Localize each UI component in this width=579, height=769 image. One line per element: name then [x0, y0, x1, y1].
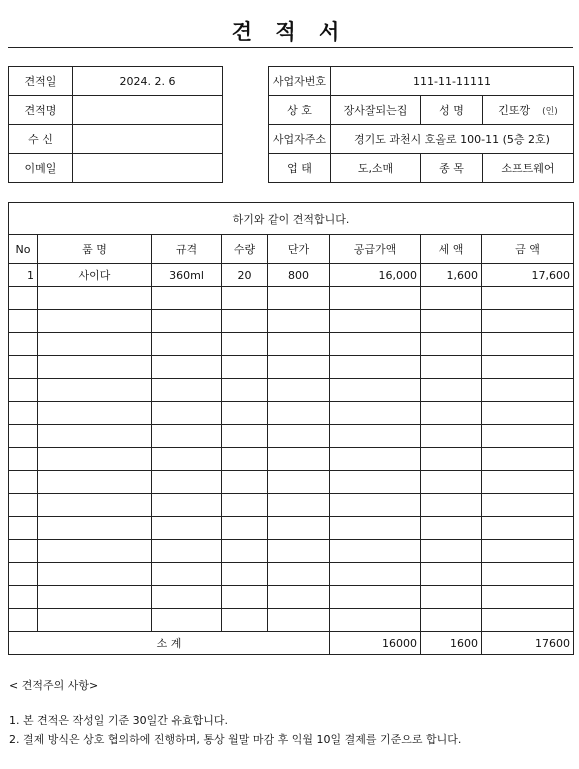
item-spec[interactable]	[152, 494, 222, 517]
item-spec[interactable]	[152, 310, 222, 333]
subtotal-total: 17600	[482, 632, 574, 655]
bizitem-label: 종 목	[421, 154, 483, 183]
item-unit-price[interactable]	[268, 540, 330, 563]
item-tax[interactable]	[421, 471, 482, 494]
company-value[interactable]: 장사잘되는집	[331, 96, 421, 125]
address-row	[269, 125, 574, 154]
header-spec: 규격	[152, 235, 222, 264]
item-unit-price[interactable]	[268, 471, 330, 494]
bizitem-value[interactable]: 소프트웨어	[483, 154, 574, 183]
header-no: No	[9, 235, 38, 264]
item-unit-price[interactable]	[268, 494, 330, 517]
item-supply[interactable]	[330, 563, 421, 586]
item-no[interactable]	[9, 402, 38, 425]
item-amount[interactable]	[482, 333, 574, 356]
item-no[interactable]	[9, 563, 38, 586]
company-row	[269, 96, 574, 125]
item-amount[interactable]	[482, 448, 574, 471]
subtotal-label: 소 계	[9, 632, 330, 655]
item-row	[9, 609, 574, 632]
item-row	[9, 540, 574, 563]
note-line-2: 2. 결제 방식은 상호 협의하에 진행하며, 통상 월말 마감 후 익월 10일 결제를 기준으로 합니다.	[9, 733, 462, 746]
item-row	[9, 517, 574, 540]
item-row	[9, 563, 574, 586]
item-qty[interactable]	[222, 494, 268, 517]
item-amount[interactable]	[482, 540, 574, 563]
quote-name-row	[9, 96, 223, 125]
item-spec[interactable]	[152, 402, 222, 425]
item-unit-price[interactable]	[268, 448, 330, 471]
title-underline	[8, 47, 573, 48]
subtotal-row	[9, 632, 574, 655]
biztype-value[interactable]: 도,소매	[331, 154, 421, 183]
item-amount[interactable]	[482, 310, 574, 333]
item-tax[interactable]	[421, 448, 482, 471]
item-tax[interactable]: 1,600	[421, 264, 482, 287]
item-amount[interactable]	[482, 425, 574, 448]
item-amount[interactable]	[482, 379, 574, 402]
item-amount[interactable]	[482, 356, 574, 379]
item-tax[interactable]	[421, 356, 482, 379]
item-spec[interactable]	[152, 563, 222, 586]
item-unit-price[interactable]	[268, 563, 330, 586]
item-row	[9, 310, 574, 333]
item-qty[interactable]	[222, 425, 268, 448]
item-no[interactable]	[9, 425, 38, 448]
item-no[interactable]	[9, 310, 38, 333]
item-amount[interactable]	[482, 517, 574, 540]
item-no[interactable]	[9, 448, 38, 471]
item-spec[interactable]	[152, 517, 222, 540]
item-amount[interactable]	[482, 586, 574, 609]
quote-date-row	[9, 67, 223, 96]
greeting-row	[9, 203, 574, 235]
item-tax[interactable]	[421, 310, 482, 333]
item-qty[interactable]	[222, 310, 268, 333]
item-product[interactable]	[38, 540, 152, 563]
item-qty[interactable]	[222, 609, 268, 632]
item-spec[interactable]: 360ml	[152, 264, 222, 287]
item-unit-price[interactable]	[268, 517, 330, 540]
item-tax[interactable]	[421, 402, 482, 425]
item-amount[interactable]	[482, 494, 574, 517]
item-tax[interactable]	[421, 609, 482, 632]
item-tax[interactable]	[421, 540, 482, 563]
item-rows	[9, 264, 574, 632]
item-tax[interactable]	[421, 333, 482, 356]
item-no[interactable]	[9, 609, 38, 632]
item-tax[interactable]	[421, 425, 482, 448]
item-spec[interactable]	[152, 609, 222, 632]
bizno-value[interactable]: 111-11-11111	[331, 67, 574, 96]
item-supply[interactable]	[330, 356, 421, 379]
item-no[interactable]	[9, 540, 38, 563]
item-row	[9, 356, 574, 379]
document-title: 견 적 서	[231, 20, 348, 44]
quote-info-table	[8, 66, 223, 183]
header-row	[9, 235, 574, 264]
item-no[interactable]	[9, 494, 38, 517]
item-supply[interactable]	[330, 448, 421, 471]
item-unit-price[interactable]	[268, 609, 330, 632]
email-label: 이메일	[9, 154, 73, 183]
item-no[interactable]	[9, 586, 38, 609]
item-row	[9, 494, 574, 517]
item-spec[interactable]	[152, 540, 222, 563]
item-product[interactable]	[38, 333, 152, 356]
item-supply[interactable]: 16,000	[330, 264, 421, 287]
ceo-cell[interactable]	[483, 96, 574, 125]
item-product[interactable]	[38, 563, 152, 586]
item-supply[interactable]	[330, 287, 421, 310]
item-product[interactable]	[38, 310, 152, 333]
greeting-text: 하기와 같이 견적합니다.	[9, 203, 574, 235]
item-supply[interactable]	[330, 425, 421, 448]
header-qty: 수량	[222, 235, 268, 264]
item-qty[interactable]	[222, 563, 268, 586]
item-amount[interactable]	[482, 609, 574, 632]
item-supply[interactable]	[330, 333, 421, 356]
item-unit-price[interactable]: 800	[268, 264, 330, 287]
item-row	[9, 471, 574, 494]
item-supply[interactable]	[330, 586, 421, 609]
item-product[interactable]: 사이다	[38, 264, 152, 287]
item-no[interactable]	[9, 356, 38, 379]
item-spec[interactable]	[152, 287, 222, 310]
item-no[interactable]	[9, 471, 38, 494]
item-amount[interactable]	[482, 471, 574, 494]
item-qty[interactable]	[222, 287, 268, 310]
item-row	[9, 379, 574, 402]
recipient-row	[9, 125, 223, 154]
header-product: 품 명	[38, 235, 152, 264]
items-table	[8, 202, 574, 655]
item-product[interactable]	[38, 402, 152, 425]
item-amount[interactable]	[482, 287, 574, 310]
address-label: 사업자주소	[269, 125, 331, 154]
item-product[interactable]	[38, 379, 152, 402]
item-qty[interactable]	[222, 586, 268, 609]
item-no[interactable]	[9, 379, 38, 402]
item-product[interactable]	[38, 287, 152, 310]
item-spec[interactable]	[152, 356, 222, 379]
item-unit-price[interactable]	[268, 425, 330, 448]
item-product[interactable]	[38, 425, 152, 448]
item-row	[9, 425, 574, 448]
item-qty[interactable]	[222, 379, 268, 402]
item-amount[interactable]	[482, 563, 574, 586]
bizno-label: 사업자번호	[269, 67, 331, 96]
biztype-label: 업 태	[269, 154, 331, 183]
email-value[interactable]	[73, 154, 223, 183]
item-qty[interactable]	[222, 333, 268, 356]
item-unit-price[interactable]	[268, 379, 330, 402]
item-unit-price[interactable]	[268, 310, 330, 333]
item-tax[interactable]	[421, 287, 482, 310]
item-row	[9, 586, 574, 609]
item-qty[interactable]: 20	[222, 264, 268, 287]
item-supply[interactable]	[330, 540, 421, 563]
item-spec[interactable]	[152, 379, 222, 402]
recipient-value[interactable]	[73, 125, 223, 154]
item-spec[interactable]	[152, 448, 222, 471]
supplier-info-table	[268, 66, 574, 183]
item-supply[interactable]	[330, 517, 421, 540]
item-no[interactable]: 1	[9, 264, 38, 287]
seal-mark: (인)	[542, 107, 558, 117]
notes-title: < 견적주의 사항>	[9, 679, 99, 692]
item-row	[9, 333, 574, 356]
item-tax[interactable]	[421, 563, 482, 586]
item-unit-price[interactable]	[268, 333, 330, 356]
header-amount: 금 액	[482, 235, 574, 264]
quote-name-label: 견적명	[9, 96, 73, 125]
item-product[interactable]	[38, 448, 152, 471]
item-supply[interactable]	[330, 471, 421, 494]
item-spec[interactable]	[152, 333, 222, 356]
header-tax: 세 액	[421, 235, 482, 264]
email-row	[9, 154, 223, 183]
item-product[interactable]	[38, 494, 152, 517]
item-product[interactable]	[38, 356, 152, 379]
item-product[interactable]	[38, 517, 152, 540]
item-no[interactable]	[9, 287, 38, 310]
item-supply[interactable]	[330, 609, 421, 632]
item-spec[interactable]	[152, 471, 222, 494]
item-product[interactable]	[38, 609, 152, 632]
ceo-label: 성 명	[421, 96, 483, 125]
item-row	[9, 402, 574, 425]
item-unit-price[interactable]	[268, 287, 330, 310]
item-row	[9, 264, 574, 287]
recipient-label: 수 신	[9, 125, 73, 154]
item-spec[interactable]	[152, 586, 222, 609]
item-product[interactable]	[38, 586, 152, 609]
item-no[interactable]	[9, 333, 38, 356]
company-label: 상 호	[269, 96, 331, 125]
quote-date-label: 견적일	[9, 67, 73, 96]
item-unit-price[interactable]	[268, 402, 330, 425]
subtotal-supply: 16000	[330, 632, 421, 655]
item-qty[interactable]	[222, 471, 268, 494]
item-no[interactable]	[9, 517, 38, 540]
item-unit-price[interactable]	[268, 586, 330, 609]
bizno-row	[269, 67, 574, 96]
ceo-value: 긴또깡	[498, 104, 531, 117]
item-qty[interactable]	[222, 517, 268, 540]
item-product[interactable]	[38, 471, 152, 494]
item-row	[9, 448, 574, 471]
note-line-1: 1. 본 견적은 작성일 기준 30일간 유효합니다.	[9, 714, 228, 727]
header-unit-price: 단가	[268, 235, 330, 264]
biztype-row	[269, 154, 574, 183]
item-supply[interactable]	[330, 494, 421, 517]
item-unit-price[interactable]	[268, 356, 330, 379]
address-value[interactable]: 경기도 과천시 호올로 100-11 (5층 2호)	[331, 125, 574, 154]
item-tax[interactable]	[421, 379, 482, 402]
item-qty[interactable]	[222, 540, 268, 563]
item-tax[interactable]	[421, 517, 482, 540]
item-spec[interactable]	[152, 425, 222, 448]
quote-name-value[interactable]	[73, 96, 223, 125]
item-tax[interactable]	[421, 494, 482, 517]
item-supply[interactable]	[330, 379, 421, 402]
item-qty[interactable]	[222, 402, 268, 425]
header-supply: 공급가액	[330, 235, 421, 264]
item-amount[interactable]: 17,600	[482, 264, 574, 287]
item-supply[interactable]	[330, 310, 421, 333]
item-qty[interactable]	[222, 448, 268, 471]
item-qty[interactable]	[222, 356, 268, 379]
item-amount[interactable]	[482, 402, 574, 425]
item-tax[interactable]	[421, 586, 482, 609]
subtotal-tax: 1600	[421, 632, 482, 655]
item-row	[9, 287, 574, 310]
item-supply[interactable]	[330, 402, 421, 425]
quote-date-value[interactable]: 2024. 2. 6	[73, 67, 223, 96]
